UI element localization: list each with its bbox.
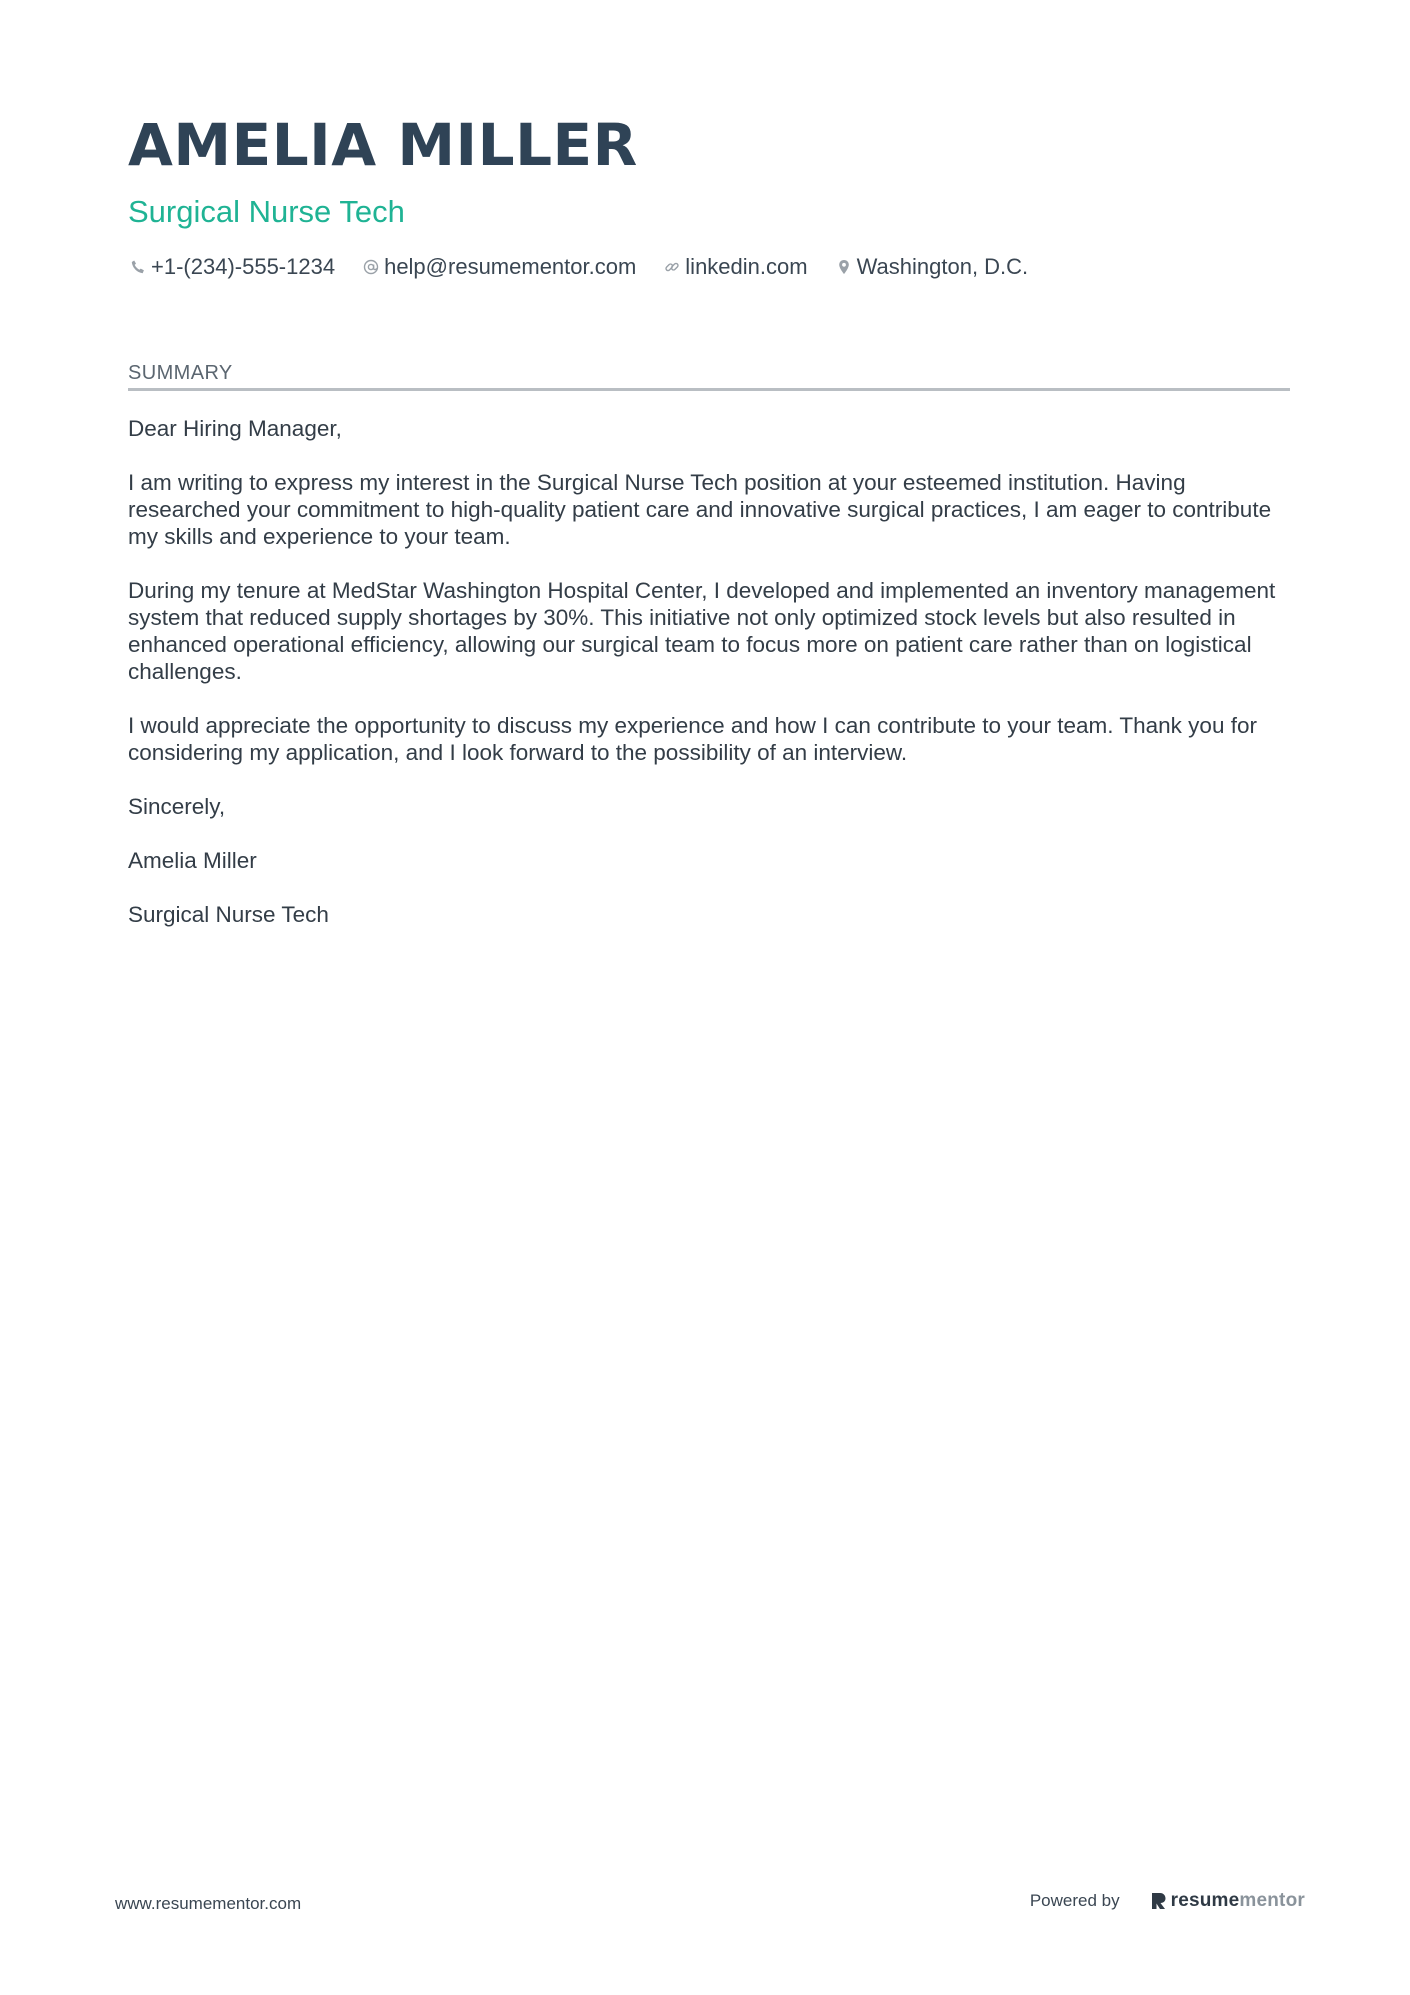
linkedin-text: linkedin.com (685, 254, 808, 279)
phone-icon (128, 257, 148, 277)
salutation: Dear Hiring Manager, (128, 416, 342, 441)
summary-section (128, 360, 1290, 955)
contact-linkedin (662, 254, 807, 280)
phone-text: +1-(234)-555-1234 (151, 254, 336, 279)
job-title: Surgical Nurse Tech (128, 194, 405, 229)
brand-name-part2: mentor (1239, 1890, 1305, 1911)
brand-logo[interactable] (1150, 1890, 1305, 1912)
resumementor-logo-icon (1150, 1891, 1168, 1911)
email-text: help@resumementor.com (384, 254, 637, 279)
header (128, 108, 1288, 280)
contact-email (361, 254, 636, 280)
section-title: SUMMARY (128, 360, 1290, 391)
at-icon (361, 257, 381, 277)
signature-name: Amelia Miller (128, 848, 257, 873)
sign-off: Sincerely, (128, 794, 226, 819)
location-pin-icon (834, 257, 854, 277)
footer-powered-by (1030, 1890, 1305, 1912)
paragraph-intro: I am writing to express my interest in the Surgical Nurse Tech position at your esteemed institution. Having researched your commitment to high-quality patient care and innovative surgical practices, I am eager to contribute my skills and experience to your team. (128, 470, 1272, 549)
brand-name-part1: resume (1170, 1890, 1240, 1911)
paragraph-closing: I would appreciate the opportunity to discuss my experience and how I can contribute to your team. Thank you for considering my application, and I look forward to the possibility of an interview. (128, 713, 1257, 765)
contact-phone (128, 254, 335, 280)
letter-body (128, 415, 1290, 928)
signature-title: Surgical Nurse Tech (128, 902, 329, 927)
paragraph-experience: During my tenure at MedStar Washington Hospital Center, I developed and implemented an inventory management system that reduced supply shortages by 30%. This initiative not only optimized stock levels but also resulted in enhanced operational efficiency, allowing our surgical team to focus more on patient care rather than on logistical challenges. (128, 578, 1276, 684)
contact-info (128, 254, 1288, 280)
footer-website[interactable]: www.resumementor.com (115, 1894, 302, 1913)
location-text: Washington, D.C. (856, 254, 1029, 279)
powered-by-label: Powered by (1029, 1891, 1120, 1910)
contact-location (834, 254, 1029, 280)
link-icon (662, 257, 682, 277)
candidate-name: AMELIA MILLER (128, 111, 638, 179)
